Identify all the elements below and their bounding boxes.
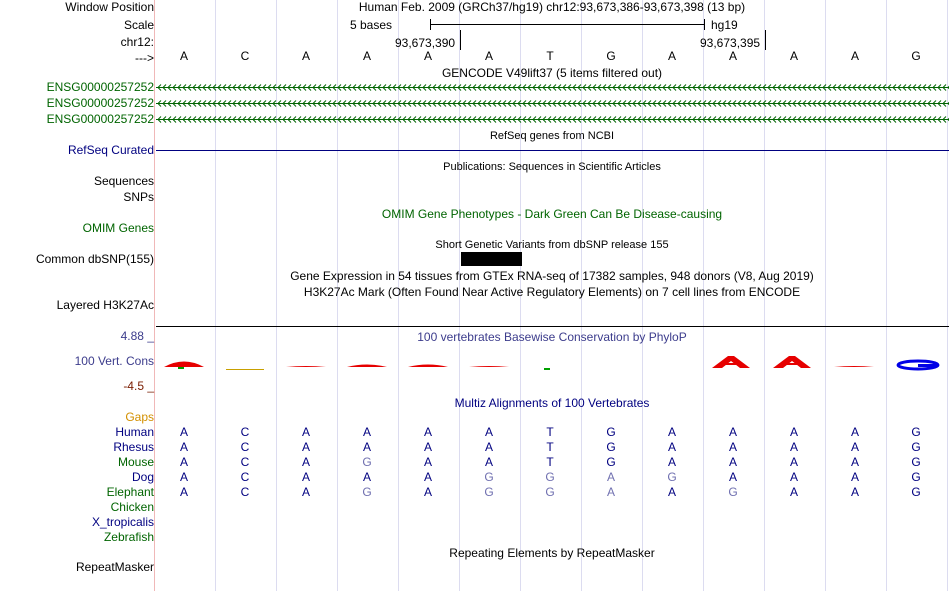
label-dbsnp[interactable]: Common dbSNP(155) [35, 252, 154, 266]
gene-track-3[interactable] [156, 112, 949, 127]
label-zebrafish[interactable]: Zebrafish [103, 530, 154, 544]
alignment-base-dog: G [484, 470, 494, 484]
alignment-base-human: A [850, 425, 859, 439]
alignment-base-elephant: A [850, 485, 859, 499]
alignment-base-mouse: G [606, 455, 616, 469]
snp-variant-block[interactable] [461, 252, 522, 266]
label-mouse[interactable]: Mouse [117, 455, 154, 469]
dna-base: G [606, 49, 616, 63]
phylop-mark-3 [286, 366, 326, 367]
label-chrom: chr12: [120, 35, 154, 49]
label-human[interactable]: Human [115, 425, 154, 439]
alignment-base-mouse: A [728, 455, 737, 469]
label-cons-name[interactable]: 100 Vert. Cons [74, 354, 154, 368]
alignment-base-rhesus: A [362, 440, 371, 454]
alignment-base-rhesus: A [423, 440, 432, 454]
alignment-base-human: A [484, 425, 493, 439]
dna-base: A [179, 49, 188, 63]
alignment-base-rhesus: C [240, 440, 250, 454]
scale-left-text: 5 bases [350, 18, 393, 32]
alignment-base-dog: A [850, 470, 859, 484]
alignment-base-human: A [423, 425, 432, 439]
alignment-base-mouse: C [240, 455, 250, 469]
alignment-base-elephant: G [484, 485, 494, 499]
alignment-base-elephant: G [362, 485, 372, 499]
alignment-base-rhesus: T [546, 440, 554, 454]
multiz-title: Multiz Alignments of 100 Vertebrates [454, 396, 650, 410]
scale-bar-right-tick [704, 19, 705, 30]
label-rhesus[interactable]: Rhesus [113, 440, 154, 454]
alignment-base-human: A [728, 425, 737, 439]
label-arrow: ---> [135, 51, 154, 65]
alignment-base-rhesus: A [667, 440, 676, 454]
scale-right-text: hg19 [711, 18, 738, 32]
alignment-base-rhesus: A [728, 440, 737, 454]
scale-bar-left-tick [430, 19, 431, 30]
snp-title: Short Genetic Variants from dbSNP release 155 [435, 239, 669, 251]
alignment-base-rhesus: G [911, 440, 921, 454]
phylop-title: 100 vertebrates Basewise Conservation by PhyloP [417, 330, 687, 344]
gene-track-1[interactable] [156, 80, 949, 95]
alignment-base-mouse: G [911, 455, 921, 469]
phylop-mark-5 [408, 365, 448, 368]
dna-base: A [423, 49, 432, 63]
alignment-base-elephant: A [789, 485, 798, 499]
alignment-base-dog: A [423, 470, 432, 484]
repeatmasker-title: Repeating Elements by RepeatMasker [449, 546, 655, 560]
scale-bar [430, 24, 704, 25]
dna-base: A [850, 49, 859, 63]
alignment-base-mouse: A [301, 455, 310, 469]
alignment-base-elephant: C [240, 485, 250, 499]
alignment-base-dog: A [179, 470, 188, 484]
refseq-gene-line[interactable] [156, 150, 949, 151]
label-repeatmasker[interactable]: RepeatMasker [75, 560, 154, 574]
position-title: Human Feb. 2009 (GRCh37/hg19) chr12:93,673,386-93,673,398 (13 bp) [358, 0, 746, 14]
alignment-base-elephant: G [911, 485, 921, 499]
alignment-base-mouse: A [484, 455, 493, 469]
gtex-title: Gene Expression in 54 tissues from GTEx RNA-seq of 17382 samples, 948 donors (V8, Aug 2019) [290, 269, 814, 283]
phylop-mark-4 [347, 365, 387, 368]
phylop-mark-10 [712, 356, 750, 368]
label-chicken[interactable]: Chicken [110, 500, 154, 514]
label-gene-1[interactable]: ENSG00000257252 [46, 80, 154, 94]
alignment-base-mouse: G [362, 455, 372, 469]
phylop-mark-6 [469, 366, 509, 367]
alignment-base-rhesus: A [850, 440, 859, 454]
dna-base: A [667, 49, 676, 63]
alignment-base-mouse: A [423, 455, 432, 469]
coord-tick-2 [765, 30, 766, 50]
label-scale: Scale [123, 18, 154, 32]
gene-track-2[interactable] [156, 96, 949, 111]
alignment-base-human: G [911, 425, 921, 439]
alignment-base-rhesus: G [606, 440, 616, 454]
refseq-title: RefSeq genes from NCBI [489, 130, 615, 142]
alignment-base-human: A [179, 425, 188, 439]
phylop-mark-11 [773, 356, 811, 368]
label-sequences[interactable]: Sequences [93, 174, 154, 188]
coord-label-2: 93,673,395 [700, 36, 761, 50]
alignment-base-elephant: A [423, 485, 432, 499]
gencode-title: GENCODE V49lift37 (5 items filtered out) [441, 66, 663, 80]
alignment-base-human: A [301, 425, 310, 439]
alignment-base-elephant: A [179, 485, 188, 499]
phylop-mark-1b [178, 367, 184, 369]
phylop-mark-7 [544, 368, 550, 370]
label-gene-3[interactable]: ENSG00000257252 [46, 112, 154, 126]
label-omim[interactable]: OMIM Genes [82, 221, 154, 235]
label-cons-max: 4.88 _ [120, 329, 154, 343]
dna-base: T [546, 49, 554, 63]
h3k27ac-baseline [156, 326, 949, 327]
alignment-base-human: A [789, 425, 798, 439]
dna-base: A [301, 49, 310, 63]
phylop-conservation-plot[interactable] [156, 350, 949, 380]
alignment-base-elephant: G [545, 485, 555, 499]
publications-title: Publications: Sequences in Scientific Articles [443, 161, 661, 173]
alignment-base-human: C [240, 425, 250, 439]
dna-base: G [911, 49, 921, 63]
alignment-base-mouse: A [667, 455, 676, 469]
alignment-base-dog: G [911, 470, 921, 484]
phylop-mark-1 [164, 362, 204, 368]
alignment-base-human: G [606, 425, 616, 439]
omim-title: OMIM Gene Phenotypes - Dark Green Can Be Disease-causing [381, 207, 723, 221]
label-cons-min: -4.5 _ [123, 379, 154, 393]
alignment-base-mouse: A [789, 455, 798, 469]
alignment-base-dog: A [789, 470, 798, 484]
label-gaps[interactable]: Gaps [125, 410, 154, 424]
coord-tick-1 [460, 30, 461, 50]
alignment-base-human: A [362, 425, 371, 439]
dna-base: A [789, 49, 798, 63]
alignment-base-human: A [667, 425, 676, 439]
coord-label-1: 93,673,390 [395, 36, 456, 50]
alignment-base-elephant: A [667, 485, 676, 499]
alignment-base-dog: G [667, 470, 677, 484]
alignment-base-dog: C [240, 470, 250, 484]
alignment-base-elephant: A [301, 485, 310, 499]
dna-base: A [728, 49, 737, 63]
alignment-base-rhesus: A [301, 440, 310, 454]
dna-base: C [240, 49, 250, 63]
alignment-base-rhesus: A [789, 440, 798, 454]
alignment-base-dog: A [606, 470, 615, 484]
alignment-base-dog: A [301, 470, 310, 484]
alignment-base-rhesus: A [484, 440, 493, 454]
alignment-base-elephant: G [728, 485, 738, 499]
label-h3k27ac[interactable]: Layered H3K27Ac [56, 298, 154, 312]
phylop-mark-12 [834, 366, 874, 367]
alignment-base-human: T [546, 425, 554, 439]
label-refseq[interactable]: RefSeq Curated [67, 143, 154, 157]
label-snps[interactable]: SNPs [123, 190, 154, 204]
h3k27ac-title: H3K27Ac Mark (Often Found Near Active Regulatory Elements) on 7 cell lines from ENCODE [303, 285, 801, 299]
alignment-base-dog: A [362, 470, 371, 484]
label-elephant[interactable]: Elephant [106, 485, 154, 499]
label-dog[interactable]: Dog [131, 470, 154, 484]
dna-base: A [484, 49, 493, 63]
alignment-base-elephant: A [606, 485, 615, 499]
label-window-position: Window Position [65, 0, 154, 14]
alignment-base-dog: A [728, 470, 737, 484]
phylop-mark-2 [226, 369, 264, 370]
alignment-base-rhesus: A [179, 440, 188, 454]
alignment-base-mouse: T [546, 455, 554, 469]
label-gene-2[interactable]: ENSG00000257252 [46, 96, 154, 110]
alignment-base-mouse: A [850, 455, 859, 469]
label-divider [154, 0, 155, 591]
dna-base: A [362, 49, 371, 63]
alignment-base-mouse: A [179, 455, 188, 469]
label-xtrop[interactable]: X_tropicalis [91, 515, 154, 529]
alignment-base-dog: G [545, 470, 555, 484]
